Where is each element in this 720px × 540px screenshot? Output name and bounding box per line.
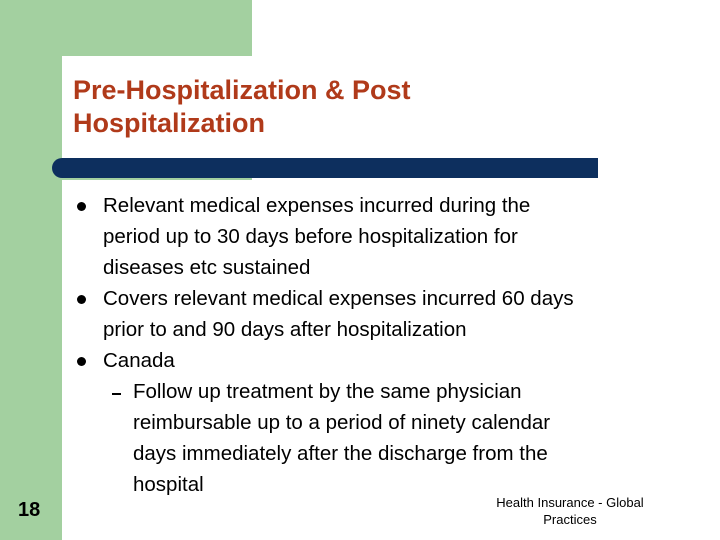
footer-line: Practices bbox=[543, 512, 597, 527]
slide-title bbox=[73, 74, 673, 140]
bullet-text-line: diseases etc sustained bbox=[103, 256, 311, 279]
bullet-item bbox=[103, 190, 663, 283]
bullet-dot-icon bbox=[77, 357, 86, 366]
bullet-text-line: period up to 30 days before hospitalization for bbox=[103, 225, 518, 248]
bullet-item bbox=[103, 283, 663, 345]
bullet-text-line: Relevant medical expenses incurred during the bbox=[103, 194, 531, 217]
bullet-text-line: prior to and 90 days after hospitalization bbox=[103, 318, 467, 341]
slide-title-line: Pre-Hospitalization & Post bbox=[73, 75, 411, 105]
sub-bullet-dash-icon bbox=[112, 393, 121, 395]
page-number: 18 bbox=[18, 499, 41, 521]
sub-bullet-text-line: reimbursable up to a period of ninety calendar bbox=[133, 411, 551, 434]
title-rule-bar bbox=[62, 158, 598, 178]
slide-title-line: Hospitalization bbox=[73, 108, 266, 138]
bullet-dot-icon bbox=[77, 295, 86, 304]
bullet-text-line: Covers relevant medical expenses incurred 60 days bbox=[103, 287, 574, 310]
footer-text bbox=[484, 494, 656, 528]
sub-bullet-text-line: hospital bbox=[133, 473, 204, 496]
sub-bullet-item bbox=[133, 376, 673, 500]
bullet-dot-icon bbox=[77, 202, 86, 211]
sub-bullet-text-line: Follow up treatment by the same physician bbox=[133, 380, 522, 403]
bullet-text-line: Canada bbox=[103, 349, 175, 372]
bullet-item bbox=[103, 345, 663, 376]
footer-line: Health Insurance - Global bbox=[496, 495, 644, 510]
sub-bullet-text-line: days immediately after the discharge from the bbox=[133, 442, 548, 465]
